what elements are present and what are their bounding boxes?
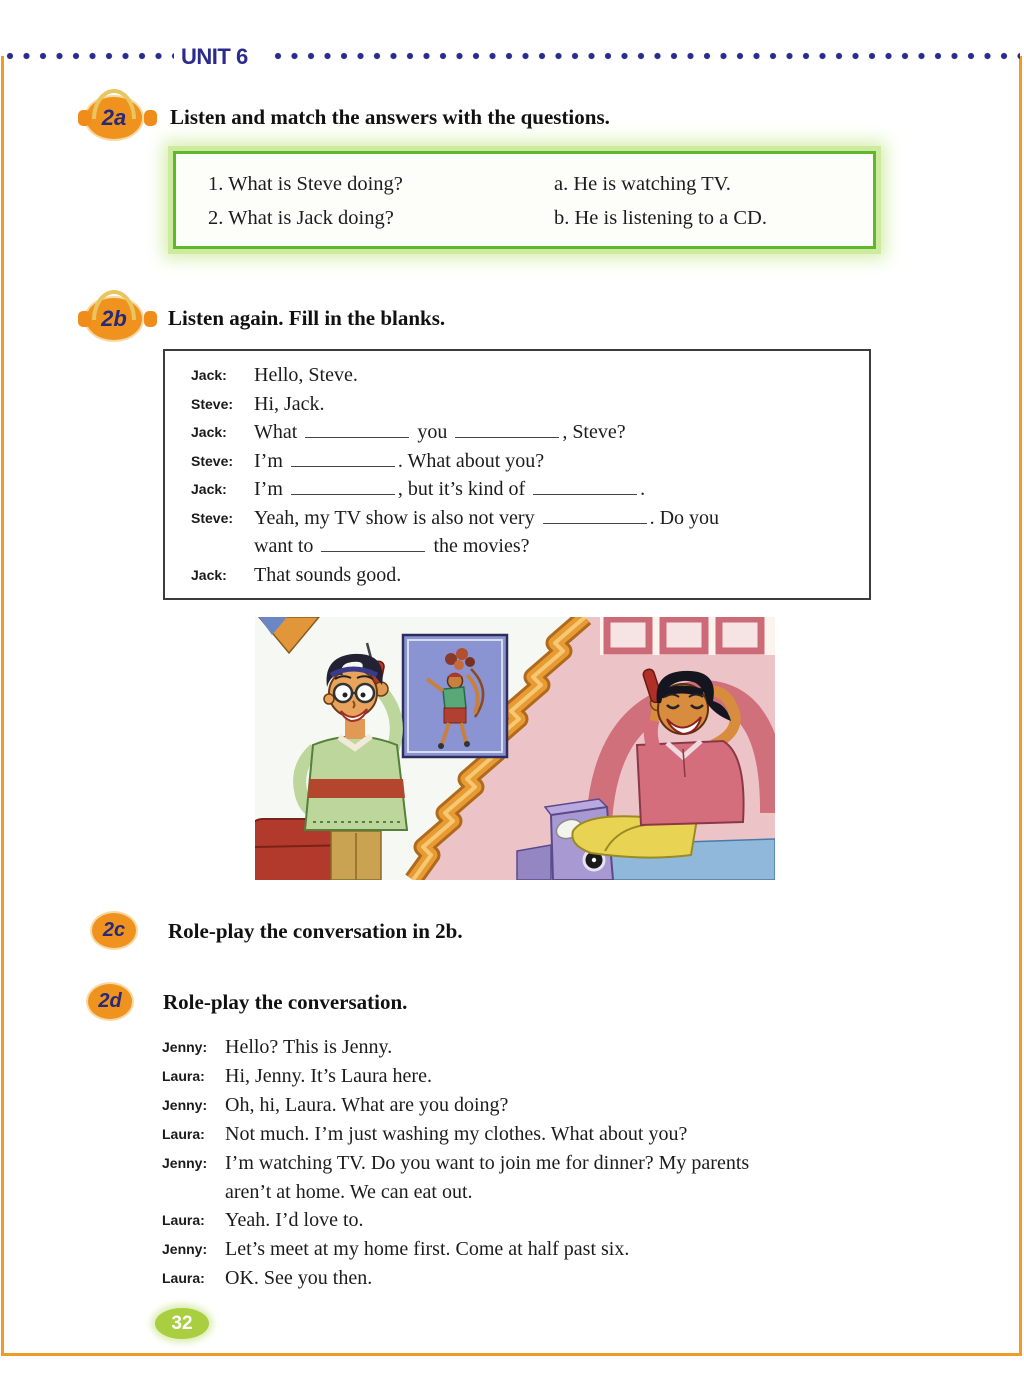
dialogue-line	[162, 1033, 962, 1062]
header-dotted-line-left	[4, 50, 174, 62]
activity-badge-2c-label: 2c	[102, 919, 126, 941]
activity-badge-2b	[86, 298, 142, 340]
fill-in-blank	[291, 479, 395, 495]
activity-badge-2a-label: 2a	[101, 105, 127, 130]
speaker-label: Steve:	[191, 395, 234, 412]
activity-badge-2b-label: 2b	[101, 306, 127, 331]
dialogue-text: Hello, Steve.	[254, 364, 358, 386]
dialogue-text: OK. See you then.	[225, 1267, 373, 1290]
page-border-bottom	[2, 1353, 1022, 1356]
dialogue-text: That sounds good.	[254, 563, 402, 586]
dialogue-line	[162, 1206, 962, 1235]
match-answer: b. He is listening to a CD.	[554, 207, 767, 229]
speaker-label: Jack:	[191, 481, 227, 497]
fill-in-blank	[533, 479, 637, 495]
speaker-label: Laura:	[162, 1125, 205, 1142]
speaker-label	[191, 532, 254, 561]
dialogue-line	[162, 1235, 962, 1264]
dialogue-text: aren’t at home. We can eat out.	[225, 1180, 473, 1203]
dialogue-line	[191, 361, 869, 390]
dialogue-line	[162, 1264, 962, 1293]
dialogue-line	[162, 1091, 962, 1120]
dialogue-box-2b	[163, 349, 871, 600]
dialogue-2d	[162, 1033, 962, 1293]
dialogue-text: Hi, Jenny. It’s Laura here.	[225, 1064, 432, 1087]
activity-badge-2c	[92, 913, 136, 948]
dialogue-text: Hi, Jack.	[254, 392, 325, 415]
speaker-label: Laura:	[162, 1212, 205, 1229]
fill-in-blank	[455, 422, 559, 438]
page-number-badge	[155, 1308, 209, 1339]
speaker-label	[162, 1178, 225, 1207]
dialogue-line	[162, 1149, 962, 1178]
speaker-label: Jack:	[191, 367, 227, 383]
match-answers-column	[554, 167, 767, 235]
dancer-poster	[403, 635, 507, 757]
dialogue-text: Yeah, my TV show is also not very . Do you	[254, 506, 720, 529]
dialogue-line	[162, 1062, 962, 1091]
activity-badge-2d-label: 2d	[98, 990, 122, 1012]
activity-title-2a: Listen and match the answers with the questions.	[170, 105, 610, 129]
match-question: 2. What is Jack doing?	[208, 207, 394, 229]
dialogue-text: Not much. I’m just washing my clothes. What about you?	[225, 1122, 688, 1145]
activity-title-2d: Role-play the conversation.	[163, 990, 408, 1014]
speaker-label: Jenny:	[162, 1154, 208, 1171]
dialogue-text: I’m . What about you?	[254, 449, 545, 472]
dialogue-line	[191, 504, 869, 533]
dialogue-line	[162, 1178, 962, 1207]
dialogue-line	[191, 390, 869, 419]
match-questions-column	[208, 167, 403, 235]
dialogue-text: I’m , but it’s kind of .	[254, 478, 646, 500]
dialogue-line	[191, 475, 869, 504]
speaker-label: Jack:	[191, 424, 227, 440]
dialogue-line	[191, 447, 869, 476]
match-box-2a	[173, 151, 876, 249]
speaker-label: Laura:	[162, 1067, 205, 1084]
dialogue-text: Let’s meet at my home first. Come at half past six.	[225, 1238, 630, 1261]
dialogue-line	[162, 1120, 962, 1149]
speaker-label: Jenny:	[162, 1039, 208, 1055]
fill-in-blank	[291, 451, 395, 467]
activity-title-2b: Listen again. Fill in the blanks.	[168, 306, 446, 330]
page-border-left	[1, 56, 4, 1356]
match-answer: a. He is watching TV.	[554, 173, 731, 195]
dialogue-text: want to the movies?	[254, 535, 530, 557]
speaker-label: Steve:	[191, 509, 234, 526]
fill-in-blank	[543, 508, 647, 524]
dialogue-text: Hello? This is Jenny.	[225, 1036, 393, 1058]
illustration-two-boys-on-phone	[255, 617, 775, 880]
activity-badge-2d	[88, 984, 132, 1019]
page-number: 32	[171, 1312, 193, 1334]
activity-badge-2a	[86, 97, 142, 139]
window-frames	[607, 619, 761, 651]
speaker-label: Jenny:	[162, 1096, 208, 1113]
match-question: 1. What is Steve doing?	[208, 173, 403, 195]
header-dotted-line-right	[272, 50, 1020, 62]
unit-header: UNIT 6	[181, 44, 248, 69]
page-border-right	[1019, 56, 1022, 1356]
activity-title-2c: Role-play the conversation in 2b.	[168, 919, 463, 943]
dialogue-text: I’m watching TV. Do you want to join me for dinner? My parents	[225, 1151, 750, 1174]
speaker-label: Jenny:	[162, 1241, 208, 1258]
dialogue-line	[191, 418, 869, 447]
dialogue-text: What you , Steve?	[254, 421, 626, 443]
dialogue-line	[191, 561, 869, 590]
dialogue-text: Yeah. I’d love to.	[225, 1209, 364, 1232]
speaker-label: Laura:	[162, 1270, 205, 1287]
dialogue-line	[191, 532, 869, 561]
dialogue-text: Oh, hi, Laura. What are you doing?	[225, 1093, 509, 1116]
speaker-label: Jack:	[191, 566, 227, 583]
fill-in-blank	[321, 536, 425, 552]
fill-in-blank	[305, 422, 409, 438]
speaker-label: Steve:	[191, 452, 234, 469]
